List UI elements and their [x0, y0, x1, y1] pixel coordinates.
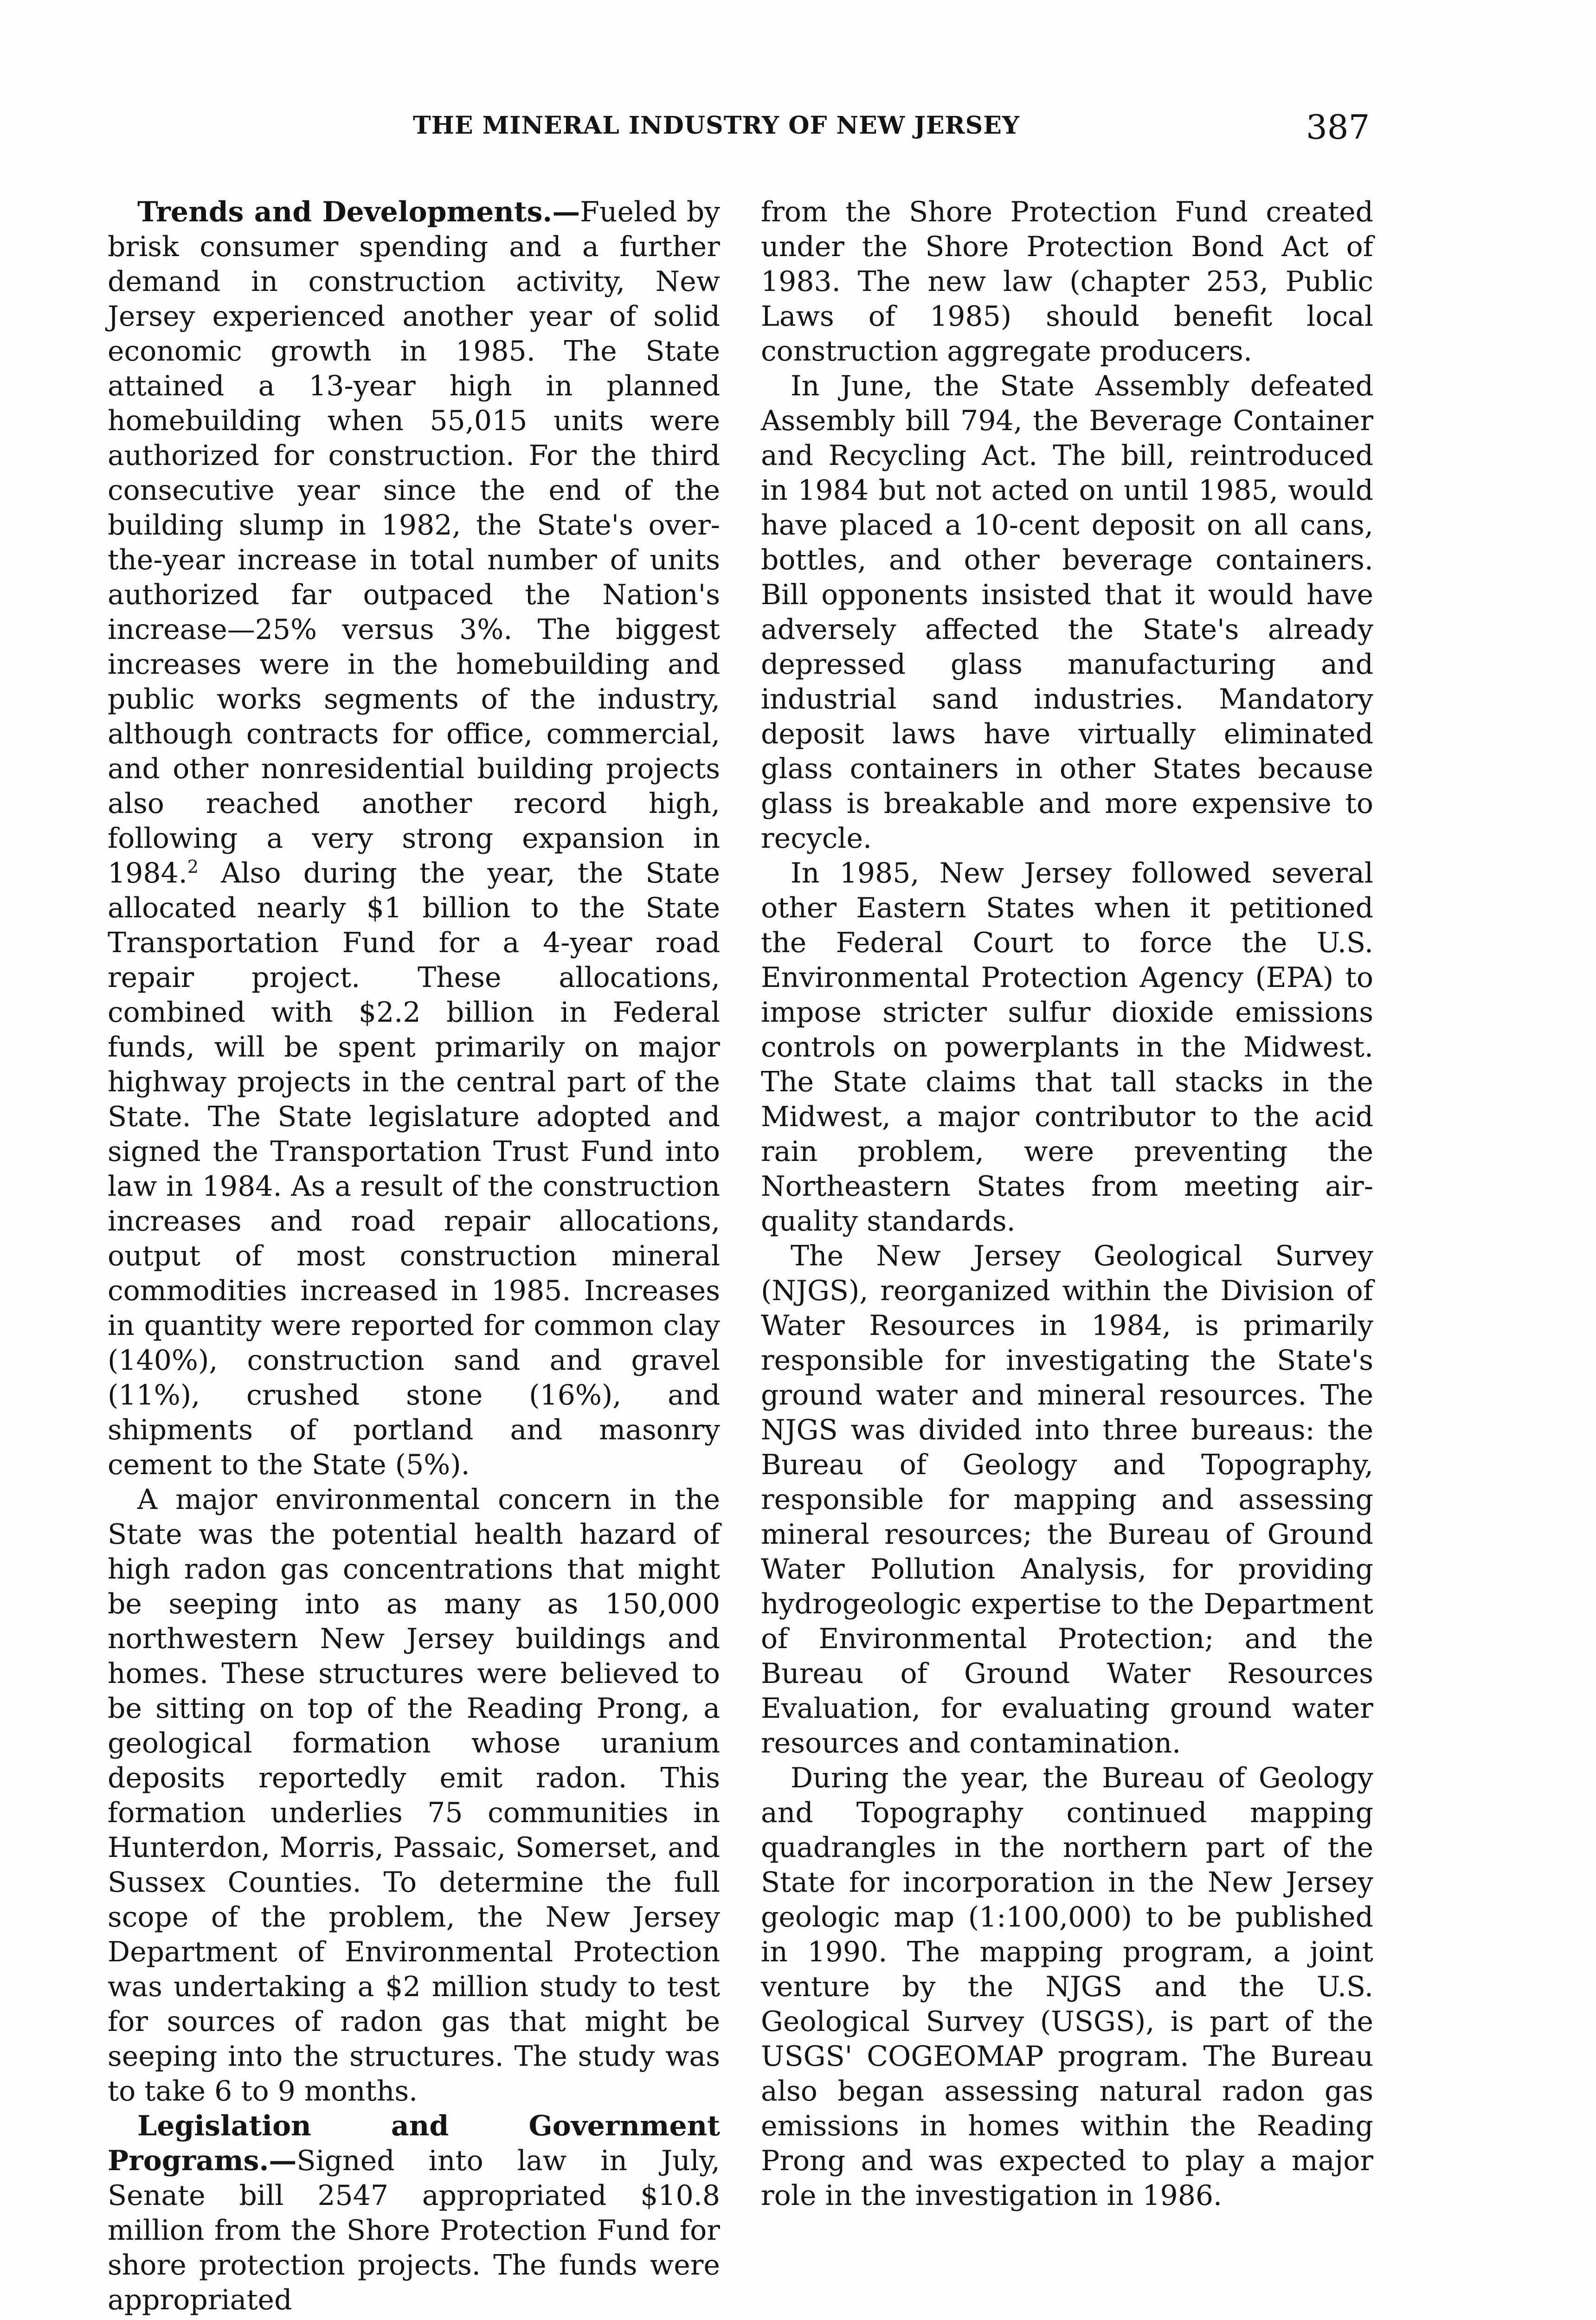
trends-paragraph [108, 195, 720, 1482]
left-column [108, 195, 720, 2318]
trends-heading: Trends and Developments.— [137, 196, 580, 228]
legislation-heading: Legislation and Government Programs.— [108, 2110, 720, 2177]
njgs-paragraph: The New Jersey Geological Survey (NJGS), reorganized within the Division of Water Resources in 1984, is primarily responsible for investigating the State's ground water and mineral resources. The NJGS was divided into three bureaus: the Bureau of Geology and Topography, responsible for mapping and assessing mineral resources; the Bureau of Ground Water Pollution Analysis, for providing hydrogeologic expertise to the Department of Environmental Protection; and the Bureau of Ground Water Resources Evaluation, for evaluating ground water resources and contamination. [761, 1240, 1373, 1759]
shore-fund-continuation: from the Shore Protection Fund created under the Shore Protection Bond Act of 1983. The new law (chapter 253, Public Laws of 1985) should benefit local construction aggregate producers. [761, 196, 1373, 367]
mapping-paragraph: During the year, the Bureau of Geology and Topography continued mapping quadrangles in the northern part of the State for incorporation in the New Jersey geologic map (1:100,000) to be published in 1990. The mapping program, a joint venture by the NJGS and the U.S. Geological Survey (USGS), is part of the USGS' COGEOMAP program. The Bureau also began assessing natural radon gas emissions in homes within the Reading Prong and was expected to play a major role in the investigation in 1986. [761, 1762, 1373, 2212]
epa-paragraph: In 1985, New Jersey followed several other Eastern States when it petitioned the Federal Court to force the U.S. Environmental Protection Agency (EPA) to impose stricter sulfur dioxide emissions controls on powerplants in the Midwest. The State claims that tall stacks in the Midwest, a major contributor to the acid rain problem, were preventing the Northeastern States from meeting air-quality standards. [761, 857, 1373, 1237]
right-column [761, 195, 1373, 2213]
legislation-paragraph [108, 2109, 720, 2318]
footnote-reference: 2 [187, 857, 199, 877]
running-title: THE MINERAL INDUSTRY OF NEW JERSEY [413, 111, 1020, 140]
radon-paragraph: A major environmental concern in the State was the potential health hazard of high radon gas concentrations that might be seeping into as many as 150,000 northwestern New Jersey buildings and homes. These structures were believed to be sitting on top of the Reading Prong, a geological formation whose uranium deposits reportedly emit radon. This formation underlies 75 communities in Hunterdon, Morris, Passaic, Somerset, and Sussex Counties. To determine the full scope of the problem, the New Jersey Department of Environmental Protection was undertaking a $2 million study to test for sources of radon gas that might be seeping into the structures. The study was to take 6 to 9 months. [108, 1483, 720, 2107]
legislation-text: Signed into law in July, Senate bill 2547 appropriated $10.8 million from the Shore Protection Fund for shore protection projects. The funds were appropriated [108, 2145, 720, 2316]
page-number: 387 [1306, 108, 1370, 147]
trends-text-2: Also during the year, the State allocated nearly $1 billion to the State Transportation Fund for a 4-year road repair project. These allocations, combined with $2.2 billion in Federal funds, will be spent primarily on major highway projects in the central part of the State. The State legislature adopted and signed the Transportation Trust Fund into law in 1984. As a result of the construction increases and road repair allocations, output of most construction mineral commodities increased in 1985. Increases in quantity were reported for common clay (140%), construction sand and gravel (11%), crushed stone (16%), and shipments of portland and masonry cement to the State (5%). [108, 857, 720, 1481]
trends-text-1: Fueled by brisk consumer spending and a further demand in construction activity, New Jersey experienced another year of solid economic growth in 1985. The State attained a 13-year high in planned homebuilding when 55,015 units were authorized for construction. For the third consecutive year since the end of the building slump in 1982, the State's over-the-year increase in total number of units authorized far outpaced the Nation's increase—25% versus 3%. The biggest increases were in the homebuilding and public works segments of the industry, although contracts for office, commercial, and other nonresidential building projects also reached another record high, following a very strong expansion in 1984. [108, 196, 720, 889]
beverage-paragraph: In June, the State Assembly defeated Assembly bill 794, the Beverage Container and Recycling Act. The bill, reintroduced in 1984 but not acted on until 1985, would have placed a 10-cent deposit on all cans, bottles, and other beverage containers. Bill opponents insisted that it would have adversely affected the State's already depressed glass manufacturing and industrial sand industries. Mandatory deposit laws have virtually eliminated glass containers in other States because glass is breakable and more expensive to recycle. [761, 370, 1373, 855]
running-header [0, 108, 1596, 158]
